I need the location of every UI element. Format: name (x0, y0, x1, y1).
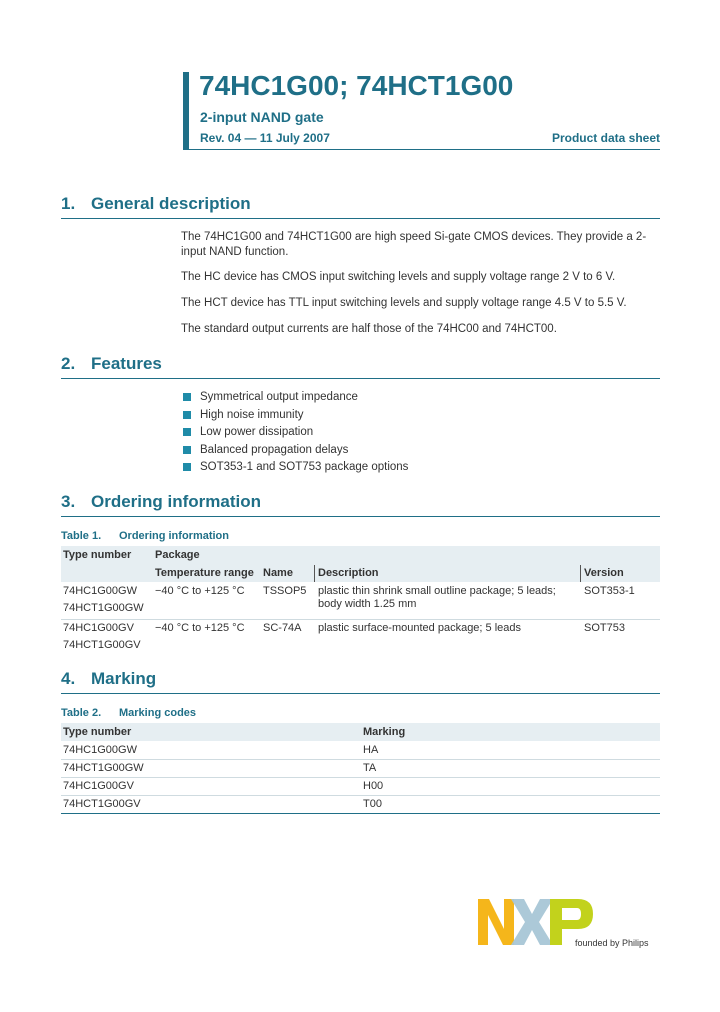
section-number: 4. (61, 669, 76, 688)
section-number: 3. (61, 492, 76, 511)
table-bottom-rule (61, 813, 660, 814)
row-divider (61, 777, 660, 778)
column-header-package: Package (155, 549, 200, 561)
column-header-type: Type number (63, 726, 132, 738)
column-header-marking: Marking (363, 726, 406, 738)
row-divider (61, 619, 660, 620)
general-paragraph: The 74HC1G00 and 74HCT1G00 are high speed Si-gate CMOS devices. They provide a 2-input NAND function. (181, 231, 647, 258)
document-subtitle: 2-input NAND gate (200, 109, 324, 125)
section-number: 1. (61, 194, 76, 213)
marking-table: Type number Marking 74HC1G00GW HA 74HCT1G00GW TA 74HC1G00GV H00 74HCT1G00GV T00 (61, 723, 660, 815)
bullet-square-icon (183, 428, 191, 436)
nxp-logo (478, 897, 668, 953)
section-title: General description (91, 194, 251, 213)
general-paragraph: The HCT device has TTL input switching levels and supply voltage range 4.5 V to 5.5 V. (181, 297, 627, 309)
column-separator (580, 565, 581, 582)
section-title: Ordering information (91, 492, 261, 511)
header-accent-bar (183, 72, 189, 149)
column-header-temperature: Temperature range (155, 567, 254, 579)
logo-tagline: founded by Philips (575, 938, 649, 948)
table-header-background (61, 723, 660, 741)
general-paragraph: The HC device has CMOS input switching levels and supply voltage range 2 V to 6 V. (181, 271, 616, 283)
ordering-table: Type number Package Temperature range Name Description Version 74HC1G00GW 74HCT1G00GW −40 °C to +125 °C TSSOP5 plastic thin shrink small outline package; 5 leads; body width 1.25 mm SOT353-1 74HC1G00GV 74HCT1G00GV −40 °C to +125 °C SC-74A plastic surface-mounted package; 5 leads SOT753 (61, 546, 660, 656)
section-number: 2. (61, 354, 76, 373)
nxp-logo-icon (478, 897, 668, 953)
row-divider (61, 795, 660, 796)
column-header-version: Version (584, 567, 624, 579)
header-rule (183, 149, 660, 150)
document-type: Product data sheet (551, 131, 660, 145)
column-separator (314, 565, 315, 582)
logo-letter-x (511, 899, 553, 945)
section-heading-marking (61, 669, 660, 694)
section-heading-ordering (61, 492, 660, 517)
column-header-name: Name (263, 567, 293, 579)
document-title: 74HC1G00; 74HCT1G00 (199, 70, 514, 101)
row-divider (61, 759, 660, 760)
revision-info: Rev. 04 — 11 July 2007 (200, 131, 330, 145)
bullet-square-icon (183, 411, 191, 419)
logo-letter-n (478, 899, 514, 945)
section-heading-general (61, 194, 660, 219)
bullet-square-icon (183, 446, 191, 454)
section-title: Marking (91, 669, 157, 688)
bullet-square-icon (183, 463, 191, 471)
section-heading-features (61, 354, 660, 379)
bullet-square-icon (183, 393, 191, 401)
column-header-description: Description (318, 567, 379, 579)
column-header-type: Type number (63, 549, 132, 561)
general-paragraph: The standard output currents are half those of the 74HC00 and 74HCT00. (181, 323, 557, 335)
section-title: Features (91, 354, 162, 373)
